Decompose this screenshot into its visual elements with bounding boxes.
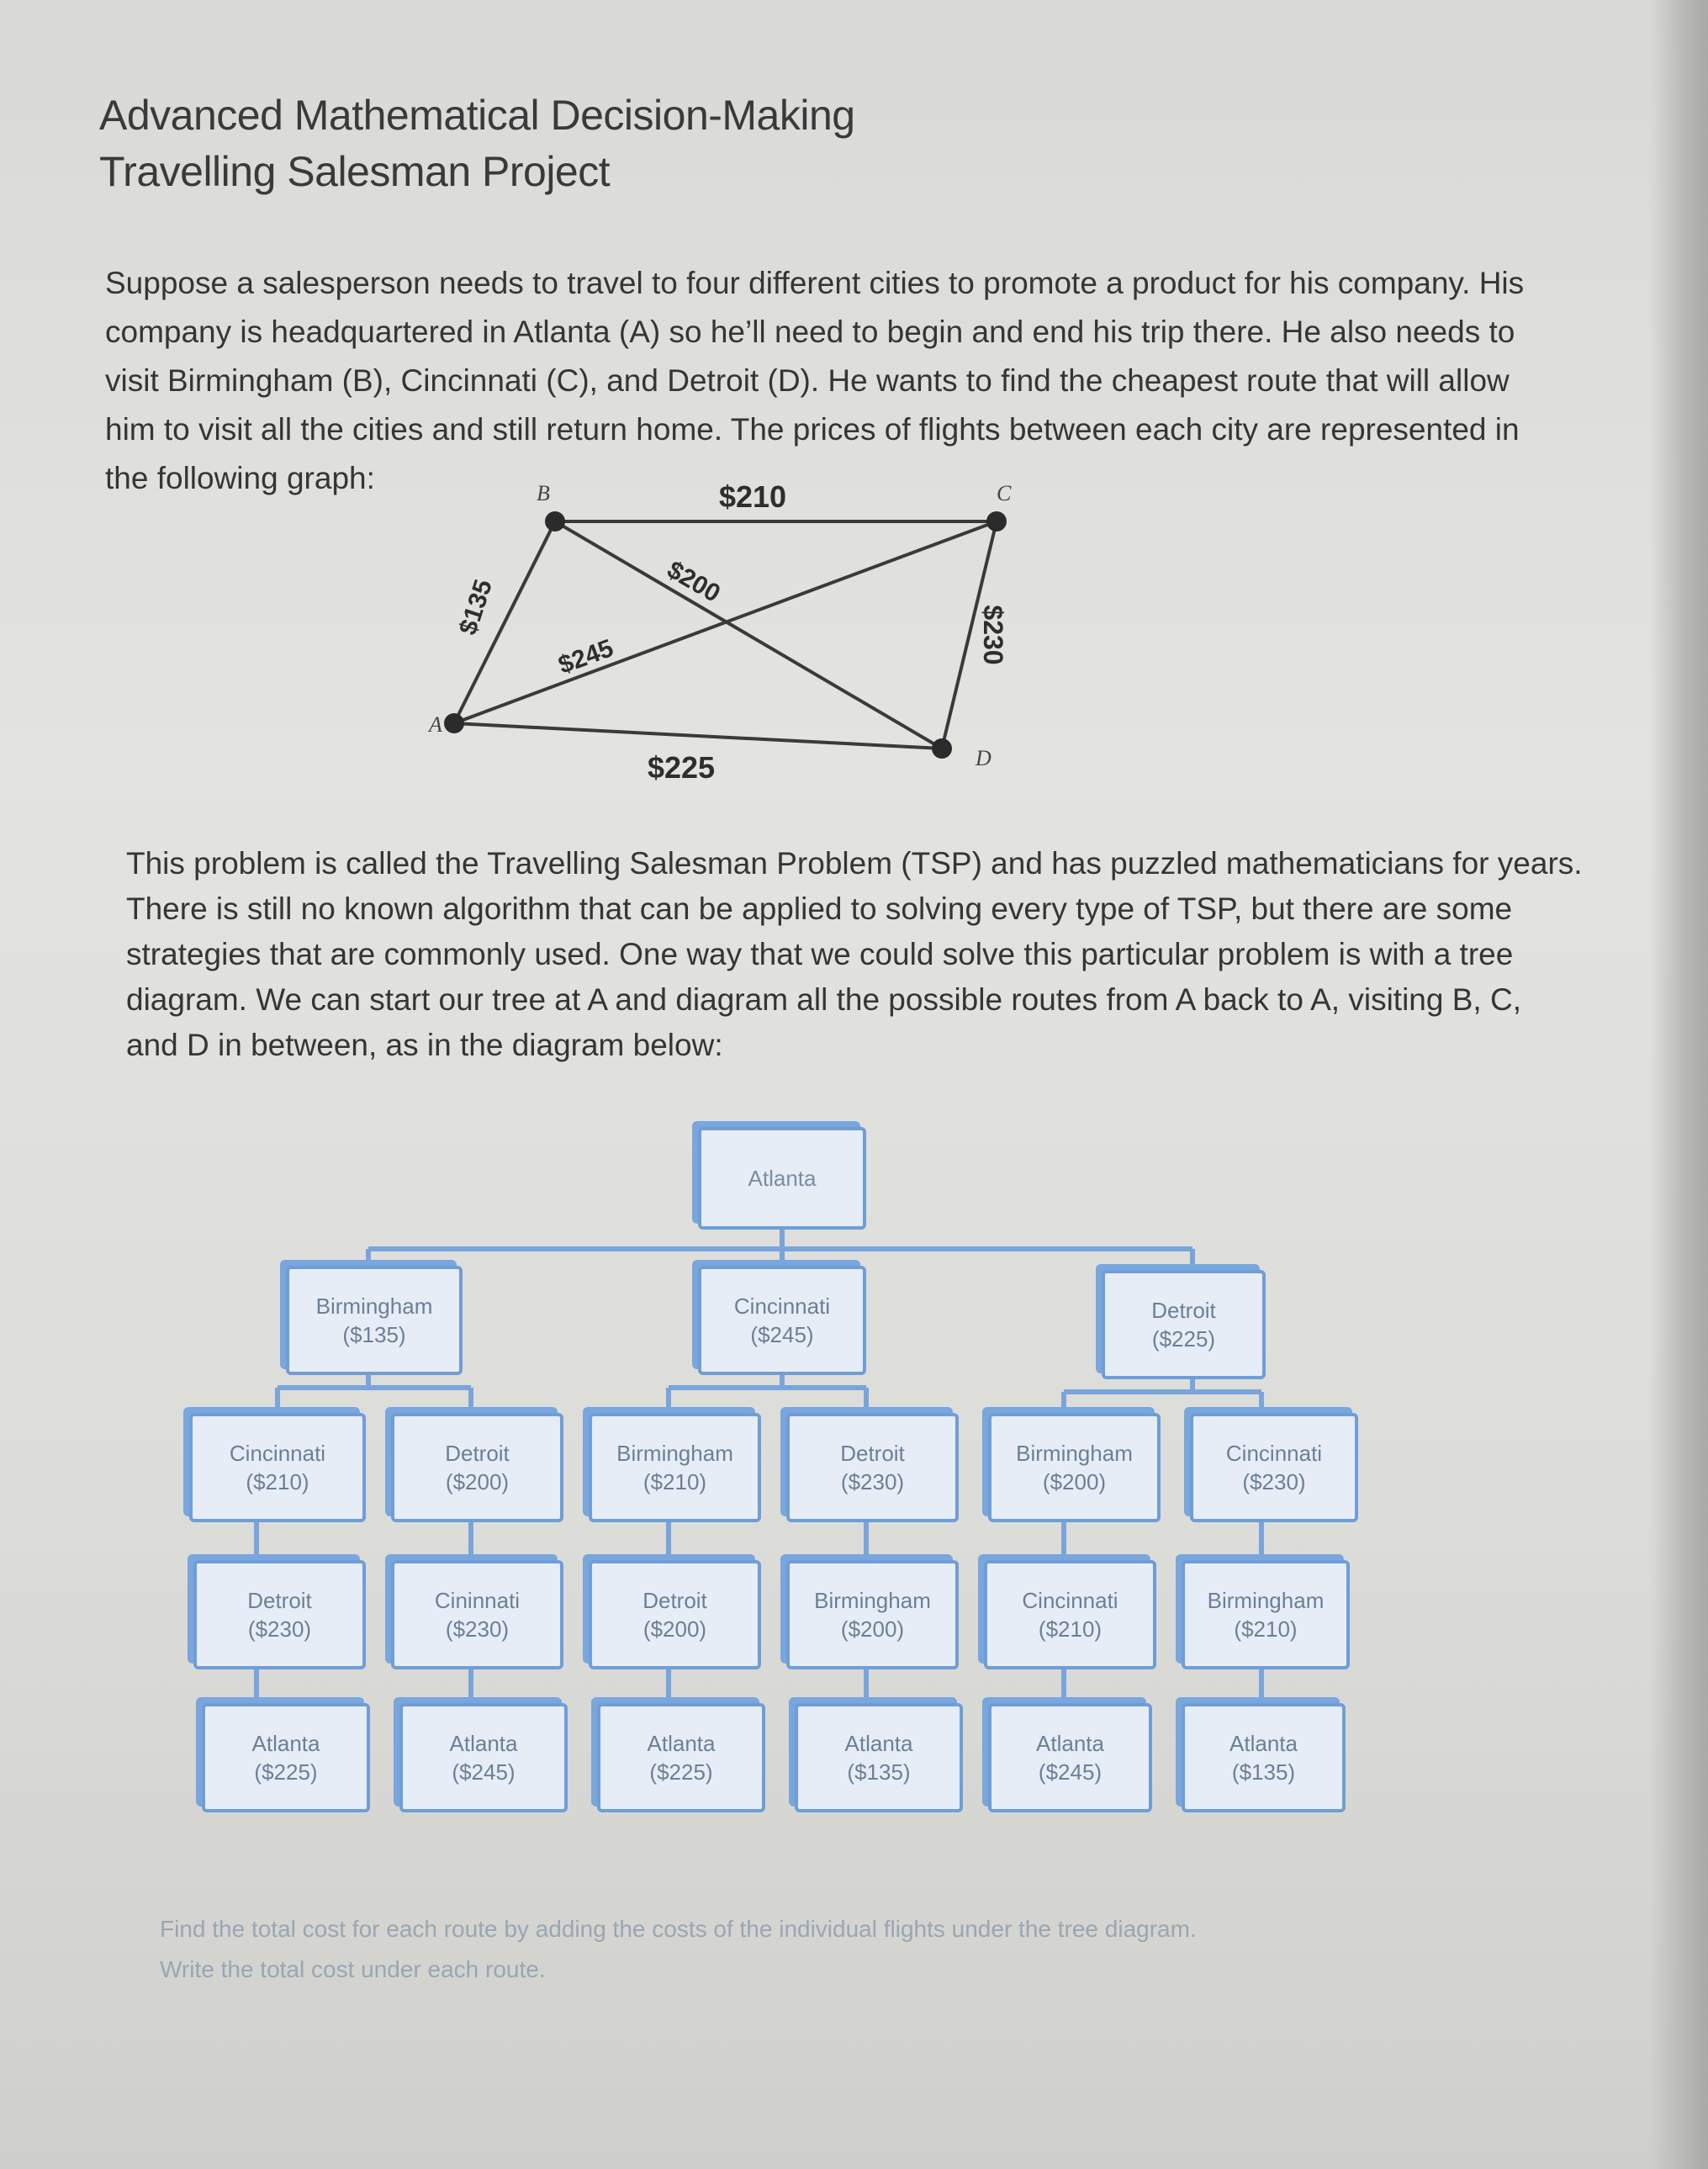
tree-node-level2	[391, 1413, 563, 1522]
node-cost: ($230)	[840, 1469, 905, 1494]
intro-line: Suppose a salesperson needs to travel to four different cities to promote a product for his company. His	[105, 266, 1525, 300]
node-cost: ($200)	[642, 1616, 707, 1642]
node-city: Atlanta	[844, 1731, 913, 1756]
node-cost: ($230)	[445, 1616, 510, 1642]
node-cost: ($245)	[750, 1322, 814, 1347]
tree-node-level4	[597, 1703, 765, 1812]
edge-bd	[555, 521, 942, 749]
node-city: Cincinnati	[1022, 1588, 1118, 1613]
intro-line: visit Birmingham (B), Cincinnati (C), and Detroit (D). He wants to find the cheapest route that will allow	[105, 363, 1510, 398]
tree-node-level3	[1182, 1560, 1350, 1669]
node-cost: ($210)	[1038, 1616, 1103, 1642]
vertex-label-c: C	[997, 481, 1012, 505]
node-city: Birmingham	[315, 1293, 433, 1319]
node-city: Atlanta	[748, 1166, 817, 1191]
instruction-line: Write the total cost under each route.	[160, 1956, 546, 1982]
edge-label-ad: $225	[647, 750, 716, 785]
edge-ac	[454, 521, 997, 723]
intro-line: company is headquartered in Atlanta (A) so he’ll need to begin and end his trip there. He also needs to	[105, 315, 1515, 349]
node-city: Detroit	[445, 1441, 510, 1466]
tree-node-level3	[984, 1560, 1156, 1669]
node-city: Detroit	[840, 1441, 905, 1466]
node-city: Cincinnati	[229, 1441, 326, 1466]
node-cost: ($200)	[840, 1616, 905, 1642]
node-cost: ($230)	[1242, 1469, 1306, 1494]
tree-node-level1	[286, 1266, 463, 1375]
tree-node-level3	[589, 1560, 761, 1669]
tree-node-level2	[1190, 1413, 1358, 1522]
explanation-line: strategies that are commonly used. One way that we could solve this particular problem is with a tree	[126, 937, 1514, 971]
tree-node-level4	[399, 1703, 568, 1812]
node-city: Birmingham	[1016, 1441, 1133, 1466]
node-cost: ($225)	[254, 1759, 318, 1785]
node-city: Birmingham	[616, 1441, 733, 1466]
flight-cost-graph	[395, 467, 1043, 820]
node-city: Atlanta	[1036, 1731, 1104, 1756]
node-cost: ($200)	[445, 1469, 510, 1494]
node-city: Atlanta	[251, 1731, 320, 1756]
node-city: Cininnati	[434, 1588, 521, 1613]
tree-node-level4	[988, 1703, 1152, 1812]
edge-label-bc: $210	[718, 479, 787, 514]
tree-node-level4	[202, 1703, 370, 1812]
node-city: Birmingham	[814, 1588, 931, 1613]
node-cost: ($245)	[452, 1759, 516, 1785]
node-city: Atlanta	[1229, 1731, 1298, 1756]
tree-node-root	[698, 1127, 866, 1230]
node-city: Detroit	[247, 1588, 312, 1613]
edge-label-cd: $230	[978, 605, 1008, 665]
vertex-label-b: B	[537, 481, 550, 505]
vertex-d	[932, 738, 952, 759]
node-city: Detroit	[642, 1588, 707, 1613]
vertex-label-d: D	[976, 746, 991, 770]
explanation-line: There is still no known algorithm that can be applied to solving every type of TSP, but there are some	[126, 891, 1513, 926]
tree-node-level2	[189, 1413, 366, 1522]
vertex-a	[444, 713, 464, 733]
node-cost: ($210)	[642, 1469, 707, 1494]
node-city: Atlanta	[647, 1731, 716, 1756]
node-cost: ($135)	[847, 1759, 911, 1785]
route-tree-diagram	[0, 1093, 1648, 1833]
tree-node-level3	[391, 1560, 563, 1669]
node-city: Atlanta	[449, 1731, 518, 1756]
explanation-line: This problem is called the Travelling Salesman Problem (TSP) and has puzzled mathematicians for years.	[126, 846, 1583, 881]
edge-label-bd: $200	[662, 555, 725, 608]
node-cost: ($230)	[247, 1616, 312, 1642]
instruction-line: Find the total cost for each route by adding the costs of the individual flights under the tree diagram.	[160, 1916, 1197, 1942]
edge-label-ac: $245	[554, 634, 617, 680]
node-cost: ($135)	[1231, 1759, 1296, 1785]
explanation-line: and D in between, as in the diagram below:	[126, 1028, 723, 1062]
edge-label-ab: $135	[453, 576, 498, 638]
node-cost: ($200)	[1042, 1469, 1107, 1494]
intro-line: the following graph:	[105, 461, 375, 495]
tree-node-level4	[795, 1703, 963, 1812]
explanation-paragraph	[126, 841, 1583, 1068]
vertex-c	[986, 511, 1007, 532]
tree-node-level4	[1182, 1703, 1346, 1812]
tree-node-level3	[193, 1560, 366, 1669]
title-line-2: Travelling Salesman Project	[99, 148, 611, 195]
tree-node-level1	[1102, 1270, 1266, 1379]
node-cost: ($225)	[649, 1759, 713, 1785]
edge-ad	[454, 723, 942, 749]
title-line-1: Advanced Mathematical Decision-Making	[99, 92, 855, 139]
node-city: Cincinnati	[733, 1293, 831, 1319]
node-cost: ($135)	[342, 1322, 406, 1347]
intro-line: him to visit all the cities and still return home. The prices of flights between each city are represented in	[105, 412, 1520, 447]
monitor-edge	[1649, 0, 1708, 2169]
tree-node-level1	[698, 1266, 866, 1375]
node-city: Cincinnati	[1225, 1441, 1323, 1466]
vertex-b	[545, 511, 565, 532]
node-cost: ($245)	[1038, 1759, 1103, 1785]
tree-node-level3	[786, 1560, 959, 1669]
instructions	[160, 1909, 1197, 1990]
node-city: Birmingham	[1207, 1588, 1325, 1613]
explanation-line: diagram. We can start our tree at A and diagram all the possible routes from A back to A, visiting B, C,	[126, 982, 1521, 1017]
tree-node-level2	[786, 1413, 959, 1522]
node-city: Detroit	[1151, 1298, 1216, 1323]
tree-node-level2	[589, 1413, 761, 1522]
node-cost: ($225)	[1151, 1326, 1216, 1352]
vertex-label-a: A	[429, 712, 442, 737]
node-cost: ($210)	[1234, 1616, 1298, 1642]
node-cost: ($210)	[246, 1469, 309, 1494]
tree-node-level2	[988, 1413, 1161, 1522]
